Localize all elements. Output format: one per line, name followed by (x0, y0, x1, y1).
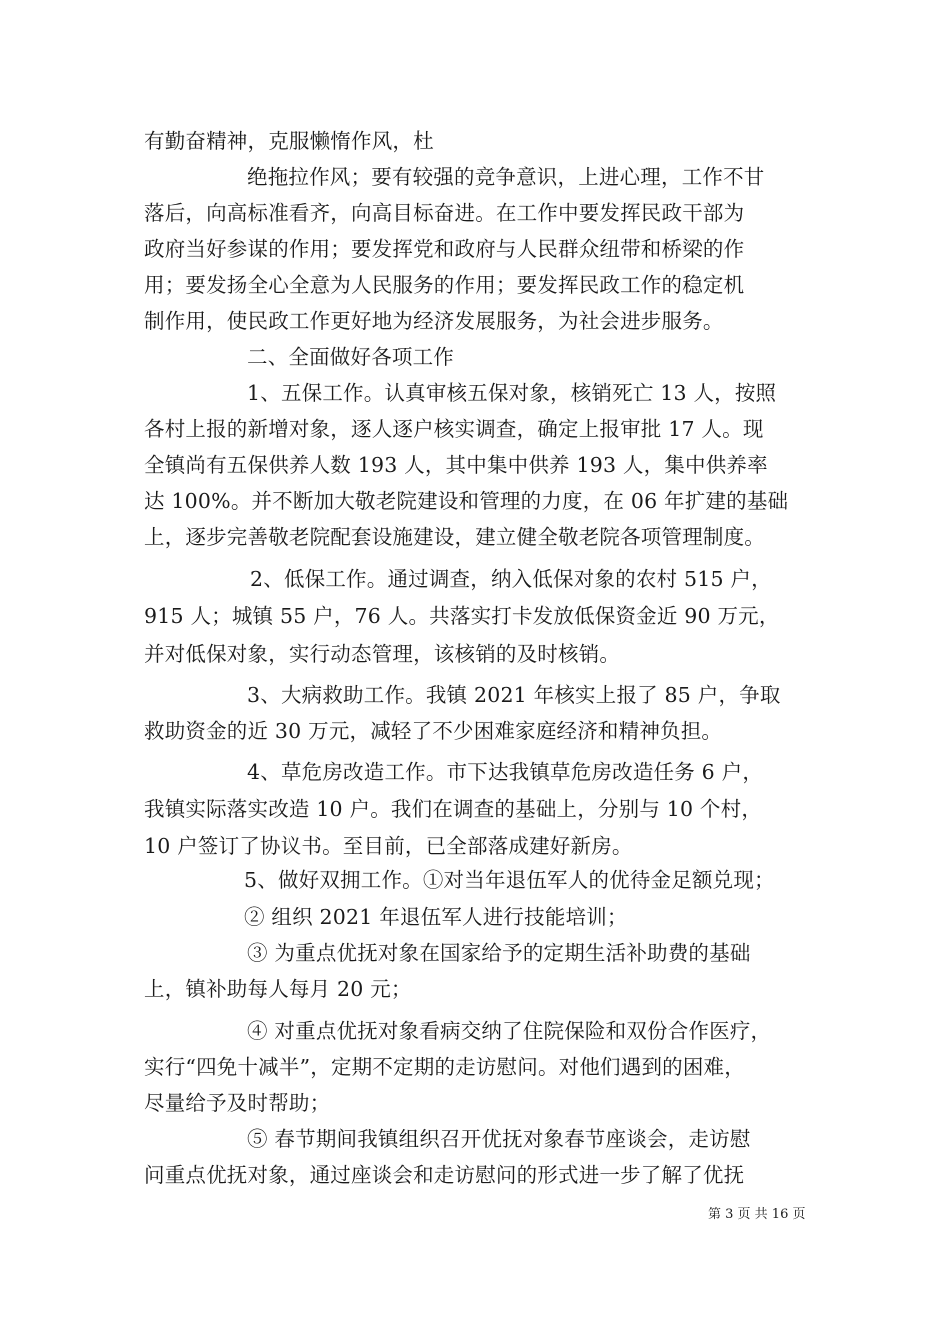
text-line: 有勤奋精神，克服懒惰作风，杜 (144, 129, 434, 153)
text-line: 1、五保工作。认真审核五保对象，核销死亡 13 人，按照 (247, 381, 777, 405)
text-line: 尽量给予及时帮助； (144, 1091, 331, 1115)
text-line: ④ 对重点优抚对象看病交纳了住院保险和双份合作医疗， (247, 1019, 772, 1043)
text-line: 救助资金的近 30 万元，减轻了不少困难家庭经济和精神负担。 (144, 719, 723, 743)
text-line: 政府当好参谋的作用；要发挥党和政府与人民群众纽带和桥梁的作 (144, 237, 745, 261)
text-line: ⑤ 春节期间我镇组织召开优抚对象春节座谈会，走访慰 (247, 1127, 751, 1151)
text-line: 上，镇补助每人每月 20 元； (144, 977, 412, 1001)
text-line: 制作用，使民政工作更好地为经济发展服务，为社会进步服务。 (144, 309, 724, 333)
text-line: 达 100%。并不断加大敬老院建设和管理的力度，在 06 年扩建的基础 (144, 489, 789, 513)
text-line: 各村上报的新增对象，逐人逐户核实调查，确定上报审批 17 人。现 (144, 417, 764, 441)
text-line: 2、低保工作。通过调查，纳入低保对象的农村 515 户， (250, 567, 772, 591)
text-line: 915 人；城镇 55 户，76 人。共落实打卡发放低保资金近 90 万元， (144, 604, 780, 628)
text-line: 4、草危房改造工作。市下达我镇草危房改造任务 6 户， (247, 760, 764, 784)
text-line: 实行“四免十减半”，定期不定期的走访慰问。对他们遇到的困难， (144, 1055, 745, 1079)
text-line: 全镇尚有五保供养人数 193 人，其中集中供养 193 人，集中供养率 (144, 453, 768, 477)
page-number: 第 3 页 共 16 页 (708, 1207, 806, 1222)
text-line: 落后，向高标准看齐，向高目标奋进。在工作中要发挥民政干部为 (144, 201, 745, 225)
text-line: ③ 为重点优抚对象在国家给予的定期生活补助费的基础 (247, 941, 751, 965)
text-line: 用；要发扬全心全意为人民服务的作用；要发挥民政工作的稳定机 (144, 273, 745, 297)
text-line: ② 组织 2021 年退伍军人进行技能培训； (244, 905, 628, 929)
text-line: 3、大病救助工作。我镇 2021 年核实上报了 85 户，争取 (247, 683, 781, 707)
text-line: 上，逐步完善敬老院配套设施建设，建立健全敬老院各项管理制度。 (144, 525, 765, 549)
text-line: 绝拖拉作风；要有较强的竞争意识，上进心理，工作不甘 (247, 165, 765, 189)
text-line: 10 户签订了协议书。至目前，已全部落成建好新房。 (144, 834, 633, 858)
text-line: 5、做好双拥工作。①对当年退伍军人的优待金足额兑现； (244, 868, 775, 892)
text-line: 我镇实际落实改造 10 户。我们在调查的基础上，分别与 10 个村， (144, 797, 763, 821)
text-line: 问重点优抚对象，通过座谈会和走访慰问的形式进一步了解了优抚 (144, 1163, 745, 1187)
section-heading: 二、全面做好各项工作 (247, 345, 454, 369)
text-line: 并对低保对象，实行动态管理，该核销的及时核销。 (144, 642, 621, 666)
